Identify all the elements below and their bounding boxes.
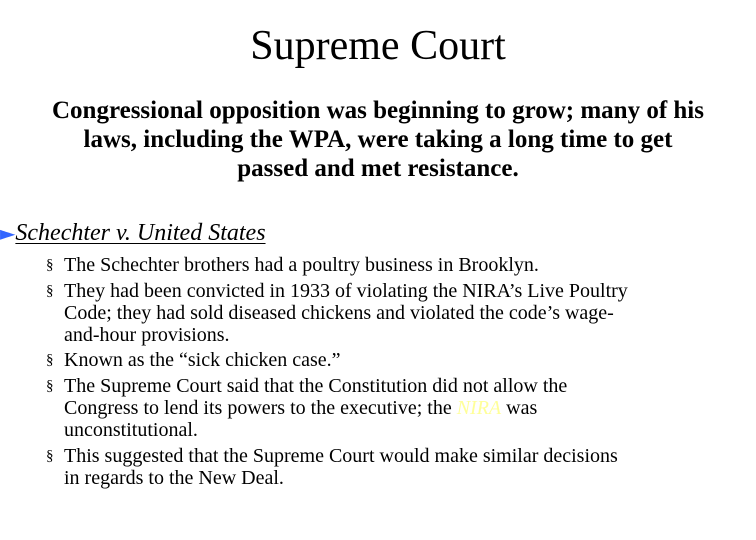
bullet-text: This suggested that the Supreme Court would make similar decisions	[64, 444, 618, 467]
bullet-text: They had been convicted in 1933 of violating the NIRA’s Live Poultry	[64, 279, 628, 302]
slide-title: Supreme Court	[250, 23, 506, 69]
intro-line: laws, including the WPA, were taking a long time to get	[83, 126, 673, 153]
section-bullet-icon: §	[46, 257, 54, 273]
section-bullet-icon: §	[46, 447, 54, 464]
list-item	[46, 349, 752, 371]
bullet-text: unconstitutional.	[64, 419, 198, 442]
section-bullet-icon: §	[46, 378, 54, 395]
intro-line: passed and met resistance.	[237, 155, 519, 182]
case-heading	[0, 218, 266, 248]
list-item	[46, 375, 752, 441]
bullet-text: Congress to lend its powers to the executive; the	[64, 397, 452, 420]
arrow-bullet-icon: ►	[0, 221, 16, 245]
intro-line: Congressional opposition was beginning to grow; many of his	[52, 97, 704, 124]
intro-paragraph	[10, 96, 746, 183]
list-item	[46, 445, 752, 489]
list-item	[46, 280, 752, 346]
section-bullet-icon: §	[46, 282, 54, 299]
bullet-text: in regards to the New Deal.	[64, 466, 284, 489]
bullet-text-line	[64, 397, 752, 419]
bullet-text: Known as the “sick chicken case.”	[64, 349, 341, 372]
bullet-text: The Schechter brothers had a poultry business in Brooklyn.	[64, 254, 539, 276]
bullet-list	[46, 254, 752, 492]
bullet-text: and-hour provisions.	[64, 323, 230, 346]
bullet-text: was	[501, 397, 538, 420]
case-name: Schechter v. United States	[15, 220, 266, 246]
bullet-text: The Supreme Court said that the Constitution did not allow the	[64, 375, 568, 398]
bullet-text: Code; they had sold diseased chickens and violated the code’s wage-	[64, 301, 614, 324]
list-item	[46, 254, 752, 276]
nira-highlight: NIRA	[456, 397, 502, 420]
section-bullet-icon: §	[46, 352, 54, 369]
